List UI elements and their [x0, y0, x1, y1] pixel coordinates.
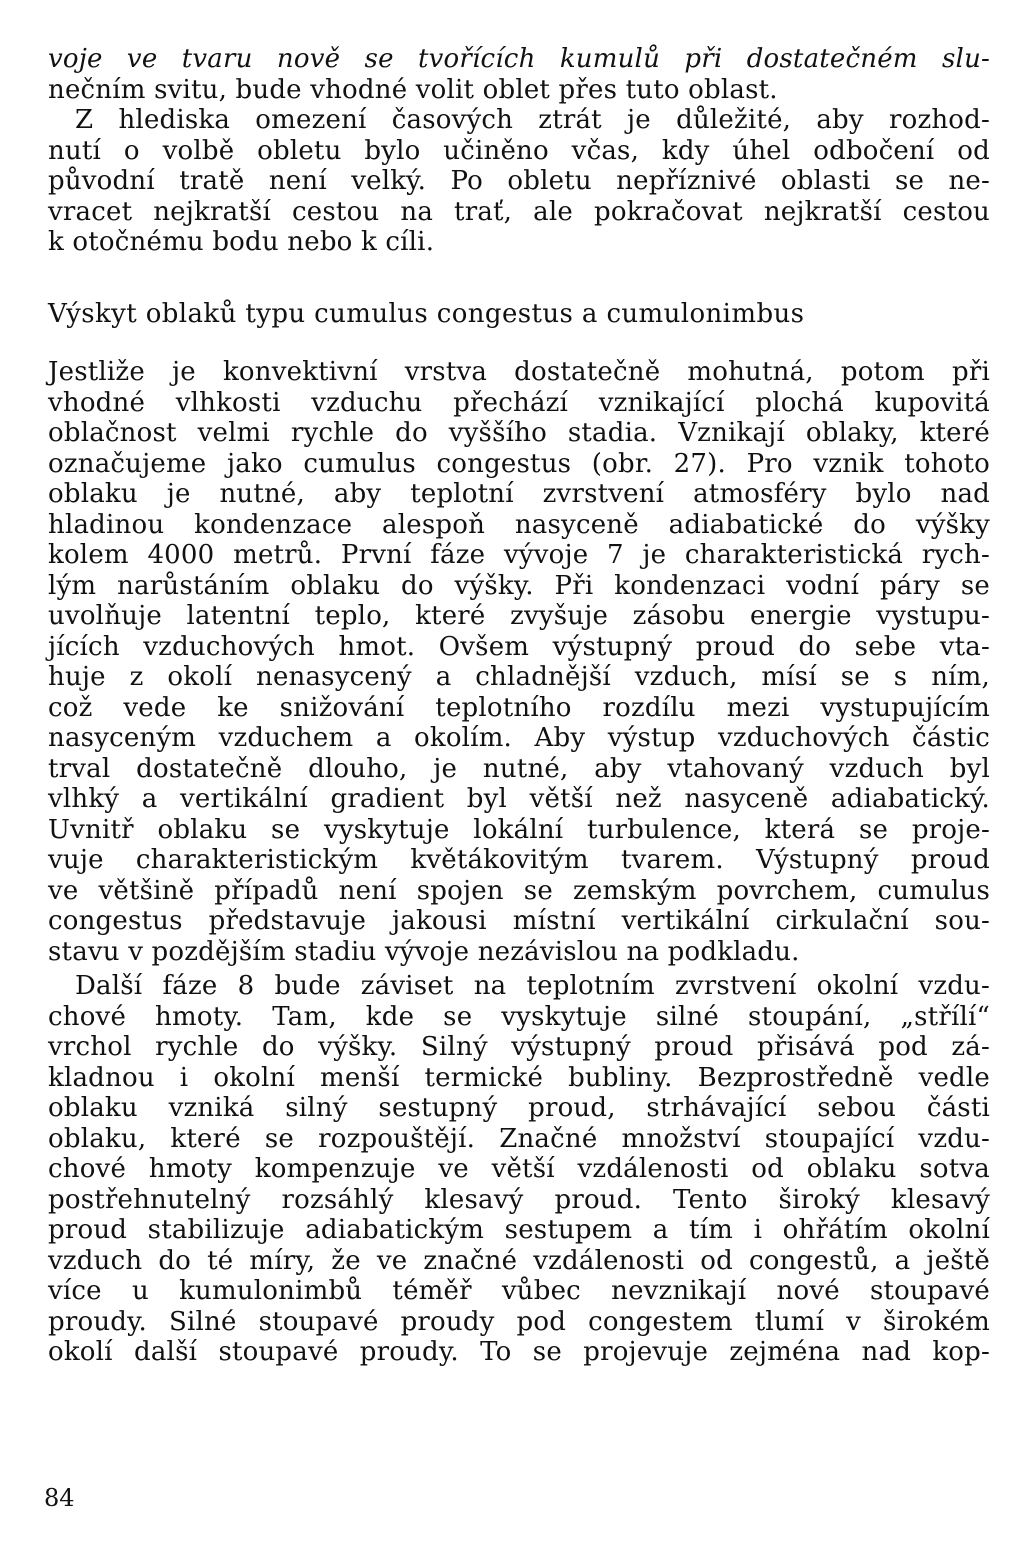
section-heading-block	[48, 299, 990, 330]
book-page	[48, 44, 990, 1368]
text-line: více u kumulonimbů téměř vůbec nevznikají nové stoupavé	[48, 1276, 990, 1306]
text-line: vzduch do té míry, že ve značné vzdálenosti od congestů, a ještě	[48, 1245, 990, 1276]
text-line: vuje charakteristickým květákovitým tvarem. Výstupný proud	[48, 845, 990, 875]
text-line: lým narůstáním oblaku do výšky. Při kondenzaci vodní páry se	[48, 570, 990, 601]
text-line: nutí o volbě obletu bylo učiněno včas, kdy úhel odbočení od	[48, 135, 990, 166]
text-line: kolem 4000 metrů. První fáze vývoje 7 je charakteristická rych-	[48, 540, 990, 570]
text-line: congestus představuje jakousi místní vertikální cirkulační sou-	[48, 906, 990, 936]
text-line: jících vzduchových hmot. Ovšem výstupný proud do sebe vta-	[48, 631, 990, 662]
text-line: Jestliže je konvektivní vrstva dostatečně mohutná, potom při	[48, 357, 990, 387]
text-line: označujeme jako cumulus congestus (obr. 27). Pro vznik tohoto	[48, 448, 990, 479]
text-line: kladnou i okolní menší termické bubliny. Bezprostředně vedle	[48, 1062, 990, 1093]
text-line: nečním svitu, bude vhodné volit oblet přes tuto oblast.	[48, 74, 778, 105]
text-line: vrchol rychle do výšky. Silný výstupný proud přisává pod zá-	[48, 1032, 990, 1062]
text-line: oblačnost velmi rychle do vyššího stadia. Vznikají oblaky, které	[48, 418, 990, 448]
text-line: Uvnitř oblaku se vyskytuje lokální turbulence, která se proje-	[48, 814, 990, 845]
text-line: což vede ke snižování teplotního rozdílu mezi vystupujícím	[48, 692, 990, 723]
text-line: chové hmoty. Tam, kde se vyskytuje silné stoupání, „střílí“	[48, 1001, 990, 1032]
text-line: ve většině případů není spojen se zemským povrchem, cumulus	[48, 875, 990, 906]
text-line: huje z okolí nenasycený a chladnější vzduch, mísí se s ním,	[48, 662, 990, 692]
page-number: 84	[44, 1484, 75, 1512]
section-heading: Výskyt oblaků typu cumulus congestus a cumulonimbus	[48, 298, 805, 329]
text-line: vlhký a vertikální gradient byl větší než nasyceně adiabatický.	[48, 784, 990, 814]
text-line: proudy. Silné stoupavé proudy pod congestem tlumí v širokém	[48, 1306, 990, 1337]
text-line: oblaku vzniká silný sestupný proud, strhávající sebou části	[48, 1093, 990, 1123]
text-line: Další fáze 8 bude záviset na teplotním zvrstvení okolní vzdu-	[75, 971, 990, 1001]
text-line: hladinou kondenzace alespoň nasyceně adiabatické do výšky	[48, 509, 990, 540]
text-line: trval dostatečně dlouho, je nutné, aby vtahovaný vzduch byl	[48, 753, 990, 784]
text-line: stavu v pozdějším stadiu vývoje nezávislou na podkladu.	[48, 936, 800, 967]
text-line: k otočnému bodu nebo k cíli.	[48, 227, 435, 257]
text-line: okolí další stoupavé proudy. To se projevuje zejména nad kop-	[48, 1337, 990, 1367]
paragraph-congestus	[48, 357, 990, 967]
paragraph-intro	[48, 44, 990, 258]
text-line: proud stabilizuje adiabatickým sestupem a tím i ohřátím okolní	[48, 1215, 990, 1245]
text-line: postřehnutelný rozsáhlý klesavý proud. Tento široký klesavý	[48, 1184, 990, 1215]
text-line: Z hlediska omezení časových ztrát je důležité, aby rozhod-	[75, 105, 990, 135]
text-line: oblaku je nutné, aby teplotní zvrstvení atmosféry bylo nad	[48, 479, 990, 509]
text-line: chové hmoty kompenzuje ve větší vzdálenosti od oblaku sotva	[48, 1154, 990, 1184]
text-line: vracet nejkratší cestou na trať, ale pokračovat nejkratší cestou	[48, 196, 990, 227]
text-line: uvolňuje latentní teplo, které zvyšuje zásobu energie vystupu-	[48, 601, 990, 631]
paragraph-phase-8	[48, 971, 990, 1368]
text-line: vhodné vlhkosti vzduchu přechází vznikající plochá kupovitá	[48, 387, 990, 418]
text-line: voje ve tvaru nově se tvořících kumulů při dostatečném slu-	[48, 44, 990, 74]
text-line: oblaku, které se rozpouštějí. Značné množství stoupající vzdu-	[48, 1123, 990, 1154]
text-line: původní tratě není velký. Po obletu nepříznivé oblasti se ne-	[48, 166, 990, 196]
text-line: nasyceným vzduchem a okolím. Aby výstup vzduchových částic	[48, 723, 990, 753]
